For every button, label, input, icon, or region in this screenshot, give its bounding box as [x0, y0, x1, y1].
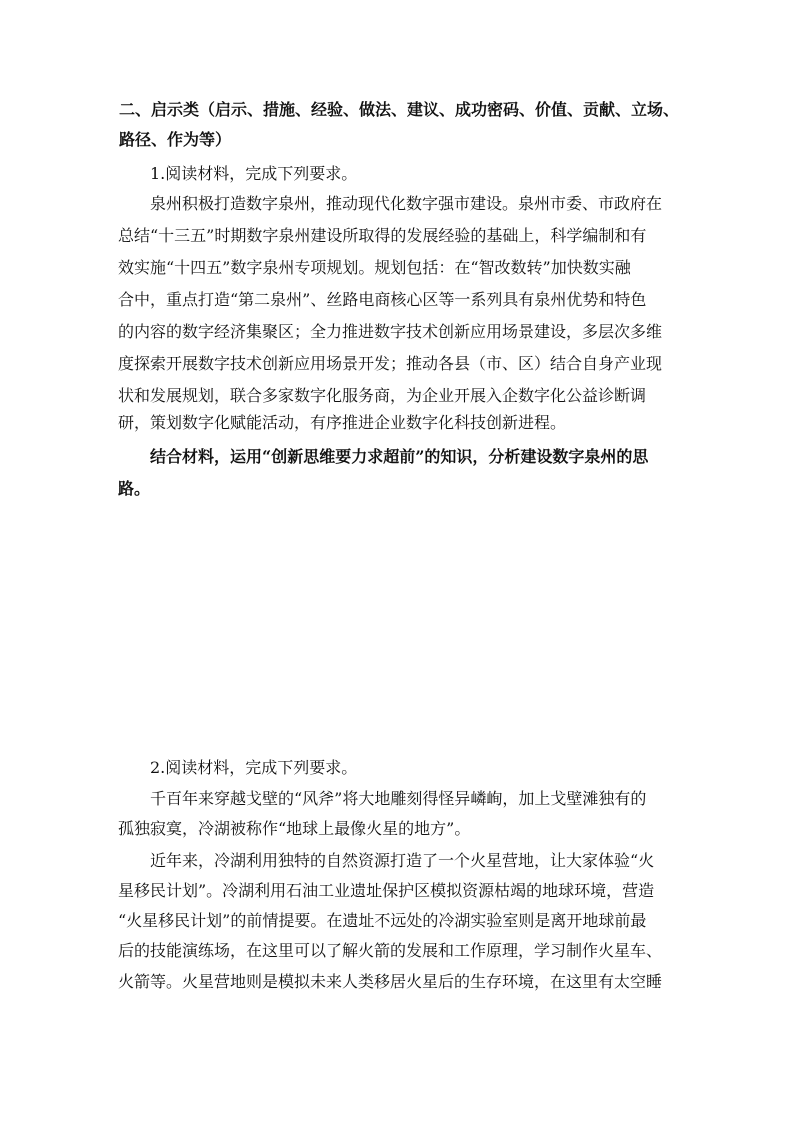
material-line: 度探索开展数字技术创新应用场景开发；推动各县（市、区）结合自身产业现 — [118, 354, 663, 373]
material-line: 合中，重点打造“第二泉州”、丝路电商核心区等一系列具有泉州优势和特色 — [118, 290, 647, 309]
paragraph-line: 近年来，冷湖利用独特的自然资源打造了一个火星营地，让大家体验“火 — [150, 851, 655, 870]
paragraph-line: “火星移民计划”的前情提要。在遗址不远处的冷湖实验室则是离开地球前最 — [118, 911, 647, 930]
question-1-prompt: 1.阅读材料，完成下列要求。 — [150, 164, 358, 183]
material-line: 的内容的数字经济集聚区；全力推进数字技术创新应用场景建设，多层次多维 — [118, 322, 663, 341]
paragraph-line: 星移民计划”。冷湖利用石油工业遗址保护区模拟资源枯竭的地球环境，营造 — [118, 881, 655, 900]
task-line: 结合材料，运用“创新思维要力求超前”的知识，分析建设数字泉州的思 — [150, 447, 649, 466]
material-line: 状和发展规划，联合多家数字化服务商，为企业开展入企数字化公益诊断调 — [118, 386, 647, 405]
material-line: 效实施“十四五”数字泉州专项规划。规划包括：在“智改数转”加快数实融 — [118, 258, 631, 277]
section-heading-line-1: 二、启示类（启示、措施、经验、做法、建议、成功密码、价值、贡献、立场、 — [119, 100, 680, 119]
paragraph-line: 孤独寂寞，冷湖被称作“地球上最像火星的地方”。 — [118, 819, 471, 838]
paragraph-line: 千百年来穿越戈壁的“风斧”将大地雕刻得怪异嶙峋，加上戈壁滩独有的 — [150, 789, 647, 808]
material-line: 泉州积极打造数字泉州，推动现代化数字强市建设。泉州市委、市政府在 — [150, 194, 663, 213]
section-heading-line-2: 路径、作为等） — [119, 130, 232, 149]
paragraph-line: 后的技能演练场，在这里可以了解火箭的发展和工作原理，学习制作火星车、 — [118, 941, 663, 960]
task-line: 路。 — [118, 479, 151, 498]
material-line: 研，策划数字化赋能活动，有序推进企业数字化科技创新进程。 — [118, 413, 567, 432]
question-2-prompt: 2.阅读材料，完成下列要求。 — [150, 758, 358, 777]
material-line: 总结“十三五”时期数字泉州建设所取得的发展经验的基础上，科学编制和有 — [118, 226, 647, 245]
paragraph-line: 火箭等。火星营地则是模拟未来人类移居火星后的生存环境，在这里有太空睡 — [118, 972, 663, 991]
